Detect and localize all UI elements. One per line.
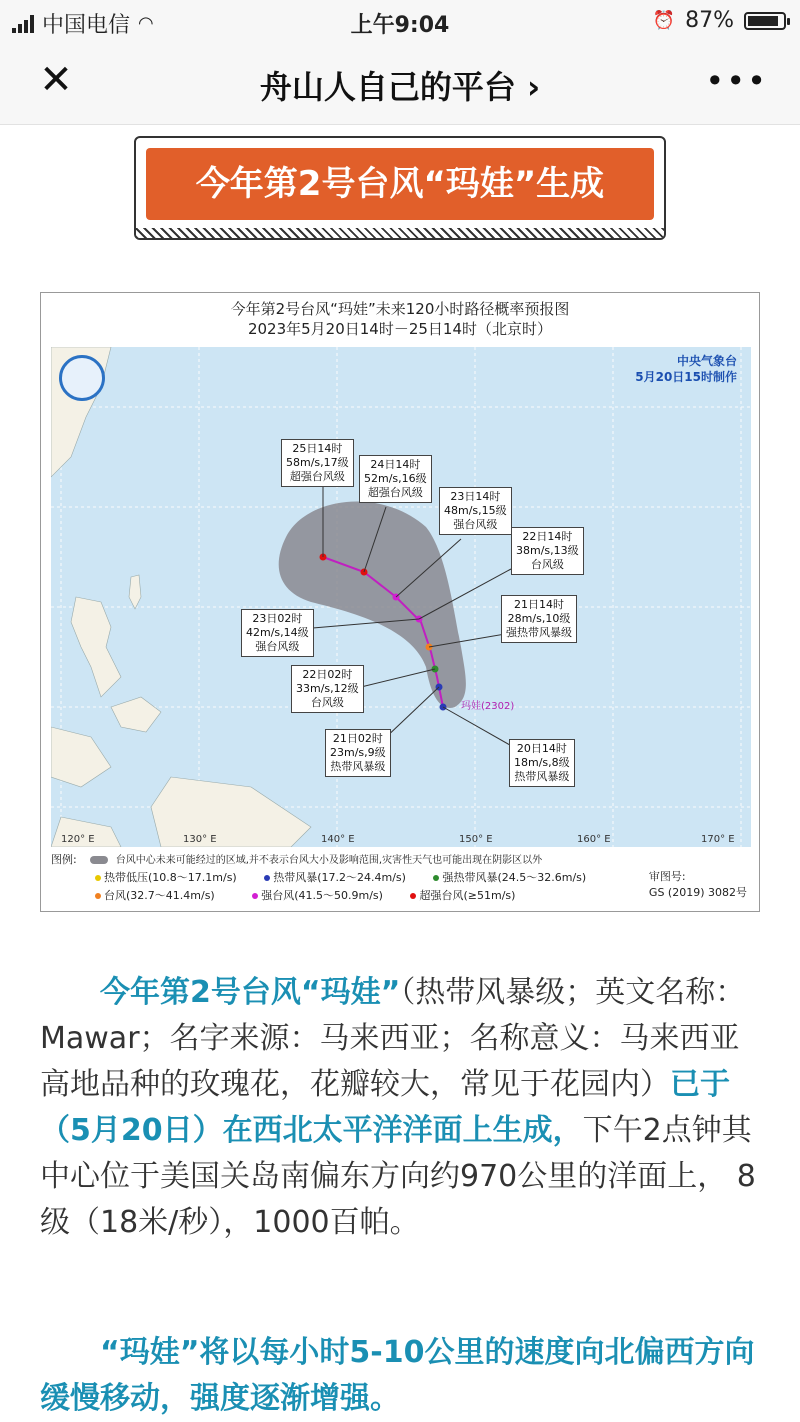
alarm-icon: ⏰ <box>652 10 676 31</box>
label-line: 23m/s,9级 <box>330 746 386 759</box>
legend-dot <box>433 875 439 881</box>
banner-stripe <box>136 228 664 238</box>
review-label: 审图号: <box>648 870 686 883</box>
label-line: 48m/s,15级 <box>444 504 507 517</box>
label-line: 24日14时 <box>370 458 421 471</box>
label-line: 21日14时 <box>514 598 564 611</box>
legend-text: 超强台风(≥51m/s) <box>419 889 516 902</box>
legend-item-2 <box>433 871 586 884</box>
close-icon[interactable]: ✕ <box>39 57 73 103</box>
label-line: 33m/s,12级 <box>296 682 359 695</box>
map-area <box>51 347 751 847</box>
label-line: 25日14时 <box>292 442 343 455</box>
agency-name: 中央气象台 <box>676 354 737 368</box>
label-line: 38m/s,13级 <box>516 544 579 557</box>
label-22d02 <box>291 665 364 713</box>
label-23d02 <box>241 609 314 657</box>
map-canvas <box>51 347 751 847</box>
label-22d14 <box>511 527 584 575</box>
legend-item-1 <box>264 871 406 884</box>
map-legend <box>51 849 751 907</box>
review-no: GS (2019) 3082号 <box>648 886 747 899</box>
label-line: 台风级 <box>310 696 344 709</box>
review-number <box>649 869 747 901</box>
legend-text: 台风(32.7～41.4m/s) <box>104 889 215 902</box>
wifi-icon: ◠ <box>138 13 154 34</box>
lon-label: 140° E <box>321 834 355 845</box>
status-time: 上午9:04 <box>350 13 450 38</box>
article-paragraph-1 <box>40 970 760 1246</box>
legend-cone-swatch <box>90 856 108 864</box>
label-line: 28m/s,10级 <box>507 612 571 625</box>
account-title-text: 舟山人自己的平台 <box>259 68 516 106</box>
label-line: 超强台风级 <box>289 470 345 483</box>
legend-row-2 <box>95 887 515 903</box>
lon-label: 170° E <box>701 834 735 845</box>
label-line: 强台风级 <box>453 518 498 531</box>
typhoon-name-highlight: 今年第2号台风“玛娃” <box>100 975 401 1010</box>
legend-cone-row <box>51 851 542 867</box>
legend-text: 强热带风暴(24.5～32.6m/s) <box>442 871 587 884</box>
movement-highlight: “玛娃”将以每小时5-10公里的速度向北偏西方向缓慢移动，强度逐渐增强。 <box>40 1335 755 1416</box>
lon-label: 120° E <box>61 834 95 845</box>
label-line: 22日14时 <box>522 530 573 543</box>
label-line: 强热带风暴级 <box>506 626 572 639</box>
legend-item-5 <box>410 889 515 902</box>
status-right <box>653 8 786 33</box>
label-line: 热带风暴级 <box>514 770 570 783</box>
label-line: 23日14时 <box>450 490 501 503</box>
battery-icon <box>744 12 786 30</box>
legend-dot <box>252 893 258 899</box>
legend-text: 热带低压(10.8～17.1m/s) <box>104 871 237 884</box>
status-bar <box>0 0 800 42</box>
legend-item-0 <box>95 871 237 884</box>
lon-label: 160° E <box>577 834 611 845</box>
legend-dot <box>95 875 101 881</box>
nav-bar <box>0 42 800 125</box>
formation-highlight: 已于（5月20日）在西北太平洋洋面上生成， <box>40 1067 730 1148</box>
label-line: 台风级 <box>530 558 564 571</box>
agency-note: 5月20日15时制作 <box>635 370 737 384</box>
typhoon-details: （热带风暴级；英文名称：Mawar；名字来源：马来西亚；名称意义：马来西亚高地品种的玫瑰花，花瓣较大，常见于花园内） <box>40 975 746 1102</box>
label-21d14 <box>501 595 577 643</box>
label-line: 52m/s,16级 <box>364 472 427 485</box>
map-title <box>41 299 759 339</box>
legend-heading: 图例: <box>51 853 77 866</box>
account-title[interactable] <box>0 57 800 108</box>
label-line: 热带风暴级 <box>330 760 386 773</box>
label-24d14 <box>359 455 432 503</box>
map-title-line1: 今年第2号台风“玛娃”未来120小时路径概率预报图 <box>230 300 570 318</box>
battery-percent: 87% <box>685 8 734 33</box>
label-line: 58m/s,17级 <box>286 456 349 469</box>
article-banner: 今年第2号台风“玛娃”生成 <box>146 148 654 220</box>
land-masses <box>51 347 311 847</box>
legend-row-1 <box>95 869 586 885</box>
label-line: 23日02时 <box>252 612 303 625</box>
label-line: 20日14时 <box>516 742 567 755</box>
label-21d02 <box>325 729 391 777</box>
forecast-map-image[interactable] <box>40 292 760 912</box>
legend-dot <box>264 875 270 881</box>
map-title-line2: 2023年5月20日14时－25日14时（北京时） <box>247 320 553 338</box>
agency-stamp <box>635 353 737 385</box>
legend-dot <box>410 893 416 899</box>
carrier-name: 中国电信 <box>42 13 131 38</box>
article-paragraph-2 <box>40 1330 760 1422</box>
label-23d14 <box>439 487 512 535</box>
legend-item-3 <box>95 889 215 902</box>
lon-label: 150° E <box>459 834 493 845</box>
position-details: 下午2点钟其中心位于美国关岛南偏东方向约970公里的洋面上， 8级（18米/秒），1000百帕。 <box>40 1113 756 1240</box>
chevron-right-icon: › <box>526 68 541 106</box>
legend-dot <box>95 893 101 899</box>
banner-frame <box>134 136 666 240</box>
battery-fill <box>748 16 778 26</box>
label-line: 超强台风级 <box>367 486 423 499</box>
cma-logo-icon <box>59 355 105 401</box>
lon-label: 130° E <box>183 834 217 845</box>
label-line: 18m/s,8级 <box>514 756 570 769</box>
label-line: 21日02时 <box>332 732 383 745</box>
label-20d14 <box>509 739 575 787</box>
label-25d14 <box>281 439 354 487</box>
legend-text: 热带风暴(17.2～24.4m/s) <box>273 871 406 884</box>
label-line: 强台风级 <box>255 640 300 653</box>
label-line: 42m/s,14级 <box>246 626 309 639</box>
legend-text: 强台风(41.5～50.9m/s) <box>261 889 383 902</box>
legend-item-4 <box>252 889 383 902</box>
typhoon-tag: 玛娃(2302) <box>461 701 515 712</box>
label-line: 22日02时 <box>302 668 353 681</box>
legend-cone-text: 台风中心未来可能经过的区域,并不表示台风大小及影响范围,灾害性天气也可能出现在阴影区以外 <box>115 855 543 866</box>
more-icon[interactable]: ••• <box>705 62 768 100</box>
